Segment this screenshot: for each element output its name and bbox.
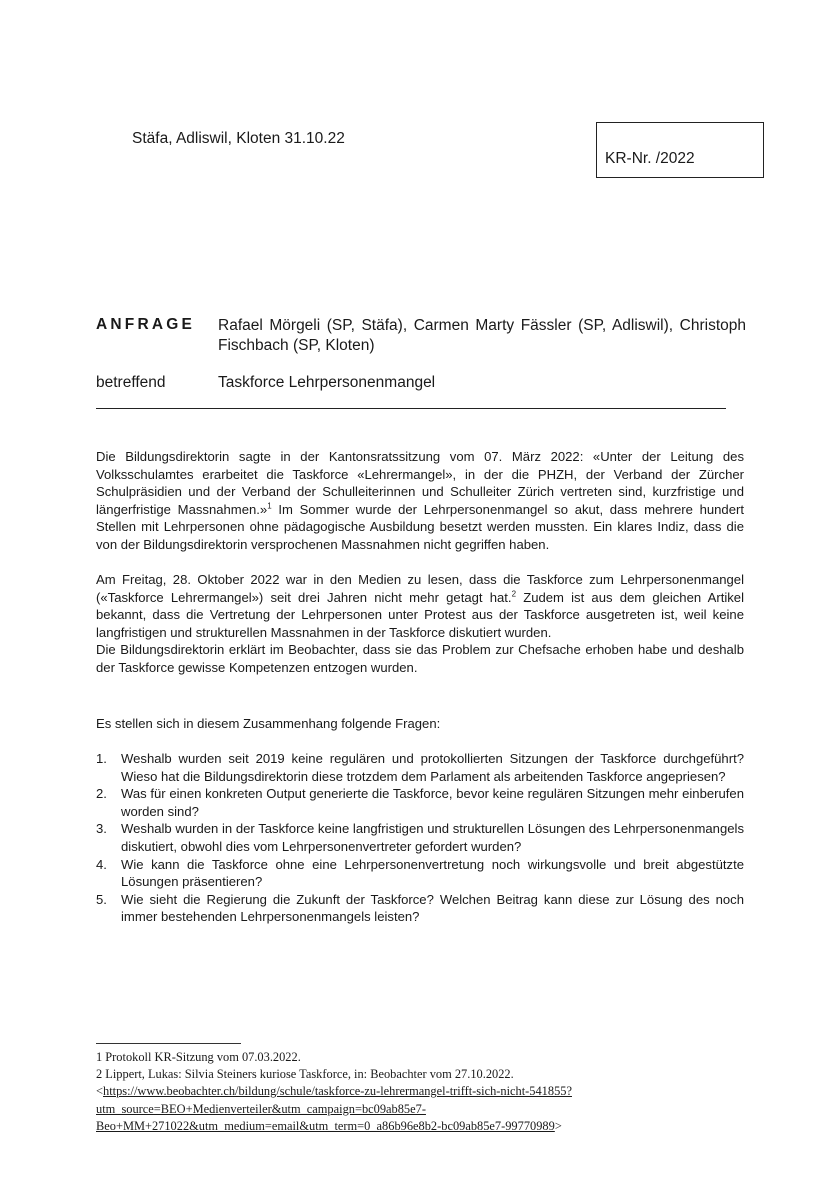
question-list (96, 750, 744, 926)
question-number: 5. (96, 891, 107, 907)
betreffend-label: betreffend (96, 374, 166, 391)
question-text: Weshalb wurden in der Taskforce keine langfristigen und strukturellen Lösungen des Lehrpersonenmangels diskutiert, obwohl dies vom Lehrpersonenvertreter gefordert wurden? (121, 821, 744, 854)
question-number: 3. (96, 821, 107, 837)
question-text: Wie sieht die Regierung die Zukunft der Taskforce? Welchen Beitrag kann diese zur Lösung des noch immer bestehenden Lehrpersonenmangels leisten? (121, 891, 744, 925)
paragraph-3: Die Bildungsdirektorin erklärt im Beobachter, dass sie das Problem zur Chefsache erhoben habe und deshalb der Taskforce gewisse Kompetenzen entzogen wurden. (96, 642, 744, 675)
footnote-1: 1 Protokoll KR-Sitzung vom 07.03.2022. (96, 1050, 301, 1064)
footnote-2: 2 Lippert, Lukas: Silvia Steiners kuriose Taskforce, in: Beobachter vom 27.10.2022. (96, 1067, 514, 1082)
footnotes (96, 1049, 756, 1135)
kr-number-box (596, 122, 764, 178)
paragraph-2-text-cont: Zudem ist aus dem gleichen Artikel bekannt, dass die Vertretung der Lehrpersonen unter Protest aus der Taskforce ausgetreten ist, weil keine langfristigen und strukturellen Massnahmen in der Taskforce diskutiert wurden. (96, 589, 744, 640)
question-number: 2. (96, 786, 107, 802)
question-item (96, 891, 744, 926)
place-date: Stäfa, Adliswil, Kloten 31.10.22 (132, 130, 345, 147)
authors: Rafael Mörgeli (SP, Stäfa), Carmen Marty Fässler (SP, Adliswil), Christoph Fischbach (SP, Kloten) (218, 317, 746, 354)
questions-intro: Es stellen sich in diesem Zusammenhang folgende Fragen: (96, 716, 441, 731)
url-open-bracket: < (96, 1084, 103, 1099)
question-item (96, 785, 744, 820)
footnote-ref-1[interactable]: 1 (267, 501, 272, 511)
divider-line (96, 408, 726, 409)
url-close-bracket: > (554, 1118, 562, 1133)
paragraph-2 (96, 571, 744, 677)
paragraph-1-text-cont: Im Sommer wurde der Lehrpersonenmangel so akut, dass mehrere hundert Stellen mit Lehrpersonen ohne pädagogische Ausbildung besetzt werden mussten. Ein klares Indiz, dass die von der Bildungsdirektorin versprochenen Massnahmen nicht gegriffen haben. (96, 501, 744, 552)
kr-number: KR-Nr. /2022 (605, 150, 695, 167)
footnote-ref-2[interactable]: 2 (511, 589, 517, 599)
footnote-2-link-part-2[interactable]: utm_source=BEO+Medienverteiler&utm_campaign=bc09ab85e7- (96, 1101, 426, 1116)
anfrage-label: ANFRAGE (96, 316, 196, 333)
paragraph-1 (96, 448, 744, 554)
paragraph-2-text: Am Freitag, 28. Oktober 2022 war in den Medien zu lesen, dass die Taskforce zum Lehrpersonenmangel («Taskforce Lehrermangel») seit drei Jahren nicht mehr getagt hat. (96, 572, 744, 605)
question-text: Weshalb wurden seit 2019 keine regulären und protokollierten Sitzungen der Taskforce durchgeführt? Wieso hat die Bildungsdirektorin diese trotzdem dem Parlament als arbeitenden Taskforce angepriesen? (121, 751, 744, 784)
question-number: 1. (96, 751, 107, 766)
footnote-2-url-line-1 (96, 1083, 756, 1100)
footnote-2-link-part-1[interactable]: https://www.beobachter.ch/bildung/schule/taskforce-zu-lehrermangel-trifft-sich-nicht-541855? (103, 1084, 572, 1099)
paragraph-1-text: Die Bildungsdirektorin sagte in der Kantonsratssitzung vom 07. März 2022: «Unter der Leitung des Volksschulamtes erarbeitet die Taskforce «Lehrermangel», in der die PHZH, der Verband der Zürcher Schulpräsidien und der Verband der Schulleiterinnen und Schulleiter Zürich vertreten sind, kurzfristige und längerfristige Massnahmen.» (96, 449, 744, 517)
question-item (96, 750, 744, 785)
question-number: 4. (96, 856, 107, 872)
question-item (96, 856, 744, 891)
footnote-divider (96, 1043, 241, 1044)
question-text: Was für einen konkreten Output generierte die Taskforce, bevor keine regulären Sitzungen mehr einberufen worden sind? (121, 786, 744, 819)
question-text: Wie kann die Taskforce ohne eine Lehrpersonenvertretung noch wirkungsvolle und breit abgestützte Lösungen präsentieren? (121, 856, 744, 890)
footnote-2-link-part-3[interactable]: Beo+MM+271022&utm_medium=email&utm_term=0_a86b96e8b2-bc09ab85e7-99770989 (96, 1118, 555, 1133)
question-item (96, 820, 744, 855)
subject: Taskforce Lehrpersonenmangel (218, 374, 436, 391)
